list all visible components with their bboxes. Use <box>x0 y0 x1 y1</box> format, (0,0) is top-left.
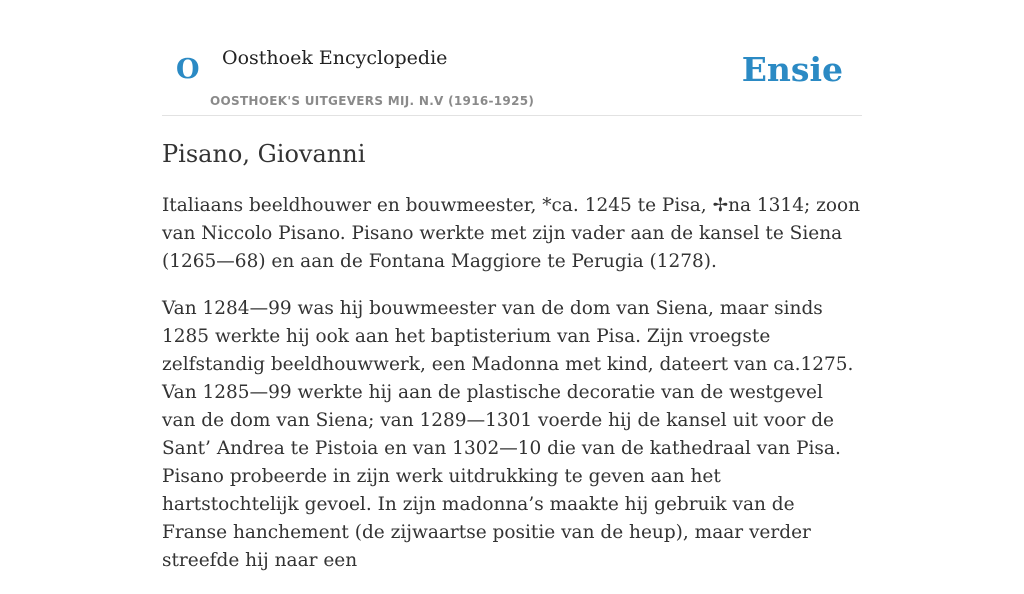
entry-body <box>162 192 862 594</box>
site-subtitle: OOSTHOEK'S UITGEVERS MIJ. N.V (1916-1925) <box>210 94 535 108</box>
brand-logo[interactable]: Ensie <box>741 50 843 89</box>
site-title[interactable]: Oosthoek Encyclopedie <box>222 47 448 69</box>
entry-paragraph: Van 1284—99 was hij bouwmeester van de dom van Siena, maar sinds 1285 werkte hij ook aan het baptisterium van Pisa. Zijn vroegste zelfstandig beeldhouwwerk, een Madonna met kind, dateert van ca.1275. Van 1285—99 werkte hij aan de plastische decoratie van de westgevel van de dom van Siena; van 1289—1301 voerde hij de kansel uit voor de Sant’ Andrea te Pistoia en van 1302—10 die van de kathedraal van Pisa. Pisano probeerde in zijn werk uitdrukking te geven aan het hartstochtelijk gevoel. In zijn madonna’s maakte hij gebruik van de Franse hanchement (de zijwaartse positie van de heup), maar verder streefde hij naar een <box>162 298 854 571</box>
site-logo[interactable]: O <box>176 54 200 85</box>
page-container <box>162 0 862 571</box>
entry-paragraph: Italiaans beeldhouwer en bouwmeester, *ca. 1245 te Pisa, ✢na 1314; zoon van Niccolo Pisano. Pisano werkte met zijn vader aan de kansel te Siena (1265—68) en aan de Fontana Maggiore te Perugia (1278). <box>162 195 861 272</box>
entry-title: Pisano, Giovanni <box>162 140 366 168</box>
site-header <box>162 0 862 116</box>
